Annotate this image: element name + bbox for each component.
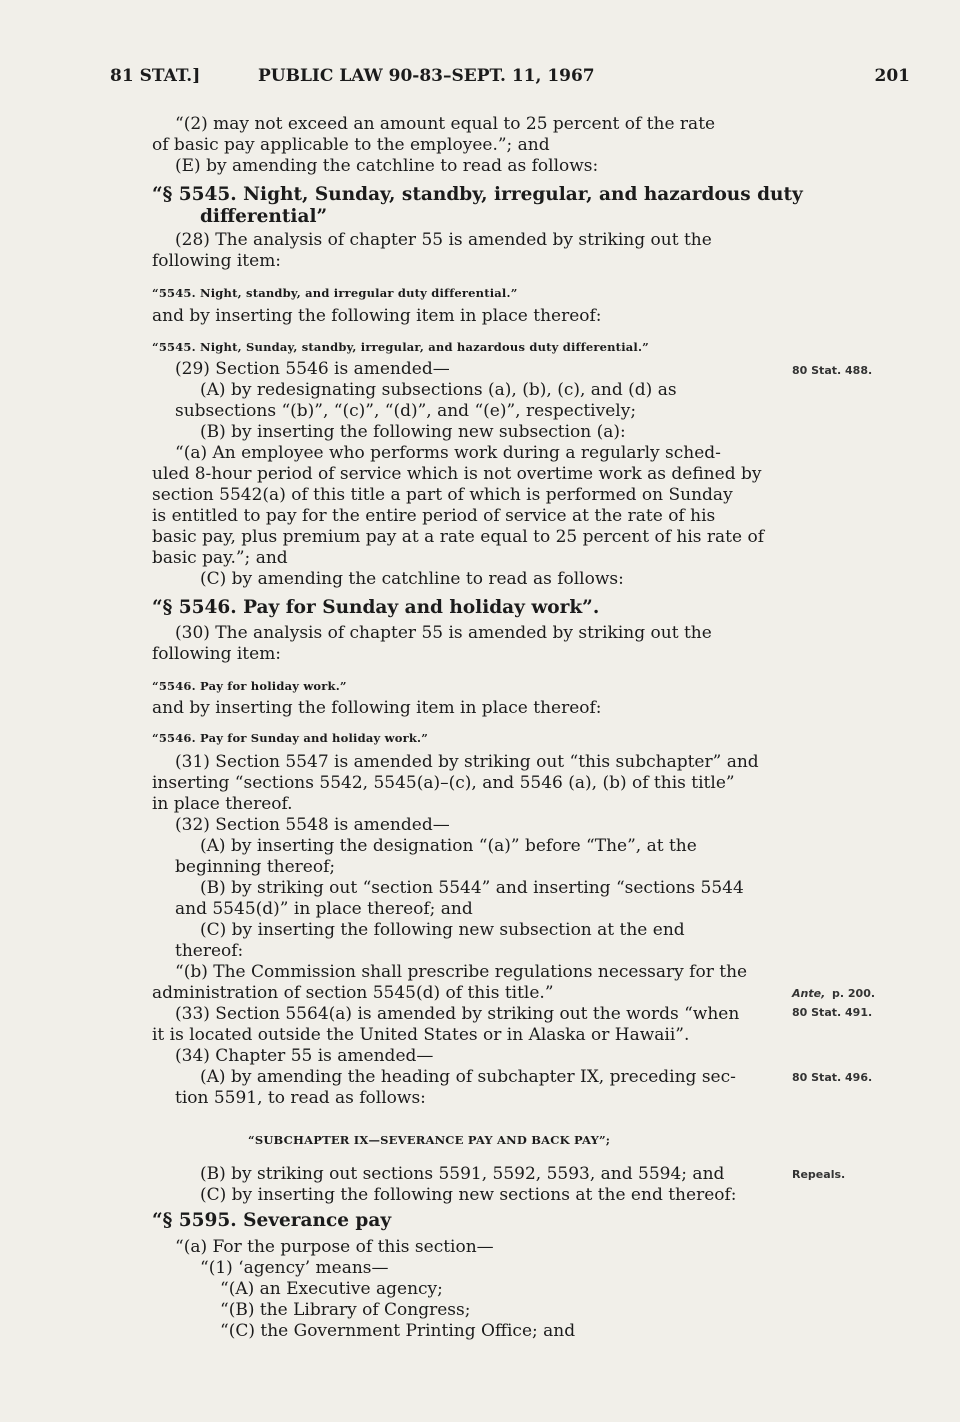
text-line: following item:: [152, 644, 282, 664]
text-line: (E) by amending the catchline to read as follows:: [175, 156, 599, 176]
text-line: (34) Chapter 55 is amended—: [175, 1046, 434, 1066]
text-line: “(a) For the purpose of this section—: [175, 1237, 494, 1257]
text-line: section 5542(a) of this title a part of which is performed on Sunday: [152, 485, 733, 505]
text-line: (29) Section 5546 is amended—: [175, 359, 450, 379]
text-line: it is located outside the United States or in Alaska or Hawaii”.: [152, 1025, 690, 1045]
page-header: [110, 66, 918, 96]
text-line: following item:: [152, 251, 282, 271]
text-line: inserting “sections 5542, 5545(a)–(c), and 5546 (a), (b) of this title”: [152, 773, 735, 793]
text-line: is entitled to pay for the entire period of service at the rate of his: [152, 506, 716, 526]
margin-note: Ante,: [792, 987, 826, 1000]
text-line: “(1) ‘agency’ means—: [200, 1258, 389, 1278]
text-line: administration of section 5545(d) of this title.”: [152, 983, 554, 1003]
text-line: beginning thereof;: [175, 857, 336, 877]
text-line: (32) Section 5548 is amended—: [175, 815, 450, 835]
text-line: “(A) an Executive agency;: [220, 1279, 443, 1299]
margin-note: 80 Stat. 491.: [792, 1006, 873, 1019]
text-line: (A) by inserting the designation “(a)” before “The”, at the: [200, 836, 697, 856]
text-line: basic pay.”; and: [152, 548, 288, 568]
text-line: “(a) An employee who performs work during a regularly sched-: [175, 443, 721, 463]
margin-note: Repeals.: [792, 1168, 846, 1181]
text-line: (B) by striking out sections 5591, 5592, 5593, and 5594; and: [200, 1164, 725, 1184]
text-line: (A) by amending the heading of subchapter IX, preceding sec-: [200, 1067, 736, 1087]
text-line: “(b) The Commission shall prescribe regulations necessary for the: [175, 962, 748, 982]
text-line: (B) by inserting the following new subsection (a):: [200, 422, 626, 442]
text-line: (30) The analysis of chapter 55 is amended by striking out the: [175, 623, 712, 643]
text-line: subsections “(b)”, “(c)”, “(d)”, and “(e)”, respectively;: [175, 401, 637, 421]
text-line: and by inserting the following item in place thereof:: [152, 306, 602, 326]
text-line: “(2) may not exceed an amount equal to 25 percent of the rate: [175, 114, 716, 134]
analysis-item: “5546. Pay for Sunday and holiday work.”: [152, 731, 429, 745]
text-line: tion 5591, to read as follows:: [175, 1088, 426, 1108]
text-line: “(C) the Government Printing Office; and: [220, 1321, 576, 1341]
section-heading: “§ 5595. Severance pay: [152, 1210, 392, 1231]
text-line: of basic pay applicable to the employee.”; and: [152, 135, 550, 155]
text-line: thereof:: [175, 941, 244, 961]
analysis-item: “5545. Night, standby, and irregular duty differential.”: [152, 286, 518, 300]
text-line: and by inserting the following item in place thereof:: [152, 698, 602, 718]
text-line: and 5545(d)” in place thereof; and: [175, 899, 473, 919]
text-line: in place thereof.: [152, 794, 293, 814]
text-line: basic pay, plus premium pay at a rate equal to 25 percent of his rate of: [152, 527, 764, 547]
margin-note: 80 Stat. 488.: [792, 364, 873, 377]
section-heading: differential”: [200, 206, 328, 227]
section-heading: “§ 5545. Night, Sunday, standby, irregular, and hazardous duty: [152, 184, 803, 205]
text-line: (C) by amending the catchline to read as follows:: [200, 569, 624, 589]
subchapter-heading: “SUBCHAPTER IX—SEVERANCE PAY AND BACK PAY”;: [248, 1133, 611, 1147]
margin-note: p. 200.: [832, 987, 876, 1000]
public-law-title: PUBLIC LAW 90-83–SEPT. 11, 1967: [258, 66, 595, 86]
page-number: 201: [874, 66, 910, 86]
text-line: (C) by inserting the following new sections at the end thereof:: [200, 1185, 737, 1205]
text-line: (B) by striking out “section 5544” and inserting “sections 5544: [200, 878, 744, 898]
analysis-item: “5546. Pay for holiday work.”: [152, 679, 347, 693]
stat-reference: 81 STAT.]: [110, 66, 201, 86]
text-line: (A) by redesignating subsections (a), (b), (c), and (d) as: [200, 380, 677, 400]
analysis-item: “5545. Night, Sunday, standby, irregular, and hazardous duty differential.”: [152, 340, 650, 354]
text-line: (28) The analysis of chapter 55 is amended by striking out the: [175, 230, 712, 250]
text-line: “(B) the Library of Congress;: [220, 1300, 471, 1320]
text-line: (31) Section 5547 is amended by striking out “this subchapter” and: [175, 752, 759, 772]
text-line: (33) Section 5564(a) is amended by striking out the words “when: [175, 1004, 740, 1024]
section-heading: “§ 5546. Pay for Sunday and holiday work”.: [152, 597, 600, 618]
text-line: (C) by inserting the following new subsection at the end: [200, 920, 685, 940]
text-line: uled 8-hour period of service which is not overtime work as defined by: [152, 464, 762, 484]
margin-note: 80 Stat. 496.: [792, 1071, 873, 1084]
